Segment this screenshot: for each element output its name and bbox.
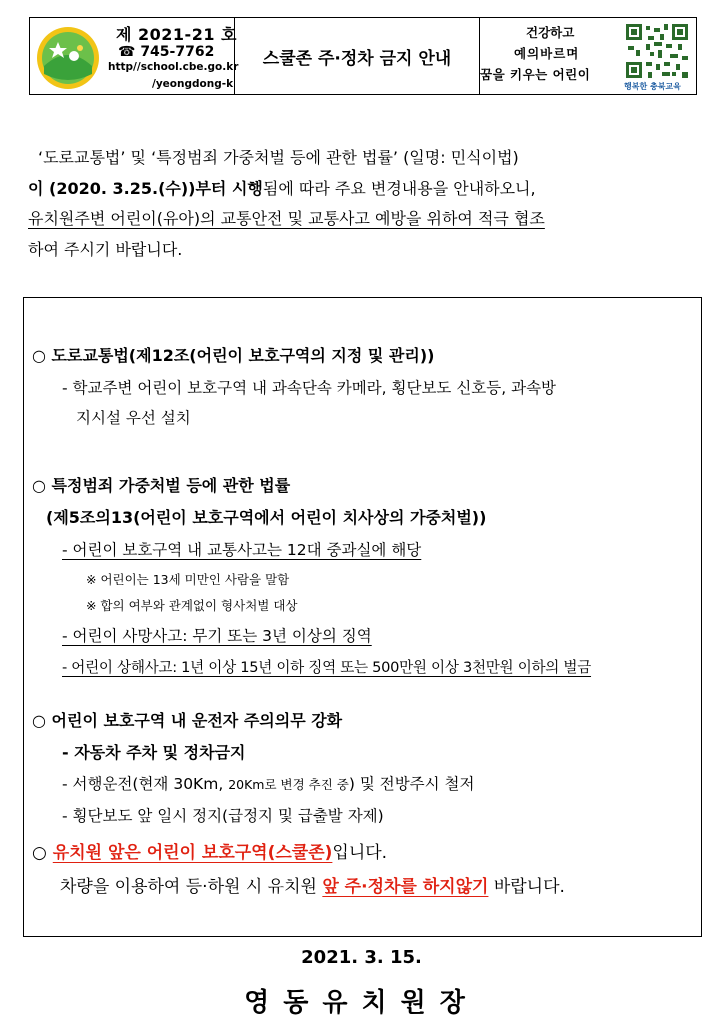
- intro-line-3: 유치원주변 어린이(유아)의 교통안전 및 교통사고 예방을 위하여 적극 협조: [28, 209, 545, 228]
- phone-number: ☎ 745-7762: [118, 44, 215, 60]
- section-3-item-1-a: - 서행운전(현재 30Km,: [62, 775, 229, 793]
- section-3-item-2: - 횡단보도 앞 일시 정지(급정지 및 급출발 자제): [62, 807, 384, 825]
- letterhead: [29, 17, 697, 95]
- section-4-request: 앞 주·정차를 하지않기: [322, 877, 489, 897]
- section-2-subtitle: (제5조의13(어린이 보호구역에서 어린이 치사상의 가중처벌)): [46, 508, 487, 527]
- section-2-title: ○ 특정범죄 가중처벌 등에 관한 법률: [32, 476, 291, 495]
- intro-line-4: 하여 주시기 바랍니다.: [28, 239, 183, 259]
- school-url-path[interactable]: /yeongdong-k: [152, 78, 234, 90]
- section-4-bullet: ○: [32, 843, 47, 863]
- section-4-line-1-rest: 입니다.: [332, 843, 388, 863]
- school-logo-icon: [36, 26, 100, 90]
- section-3-title: ○ 어린이 보호구역 내 운전자 주의의무 강화: [32, 711, 343, 730]
- section-2-note-2: ※ 합의 여부와 관계없이 형사처벌 대상: [86, 598, 298, 613]
- school-motto: [480, 18, 620, 94]
- motto-line-1: 건강하고: [526, 25, 575, 40]
- section-3-item-1-b: 20Km로 변경 추진 중: [228, 777, 349, 792]
- section-3-subtitle: - 자동차 주차 및 정차금지: [62, 743, 246, 762]
- intro-line-1: ‘도로교통법’ 및 ‘특정범죄 가중처벌 등에 관한 법률’ (일명: 민식이법): [38, 148, 519, 167]
- section-4-warning: 유치원 앞은 어린이 보호구역(스쿨존): [52, 843, 333, 863]
- intro-line-2-rest: 됨에 따라 주요 변경내용을 안내하오니,: [262, 178, 536, 198]
- motto-line-3: 꿈을 키우는 어린이: [480, 67, 591, 82]
- issue-date: 2021. 3. 15.: [301, 947, 422, 968]
- section-3-item-1-c: ) 및 전방주시 철저: [348, 775, 475, 793]
- signature: 영동유치원장: [244, 988, 479, 1018]
- intro-effective-date: 이 (2020. 3.25.(수))부터 시행: [28, 178, 263, 198]
- school-info: [30, 18, 239, 94]
- section-1-title: ○ 도로교통법(제12조(어린이 보호구역의 지정 및 관리)): [32, 346, 435, 365]
- section-1-item: - 학교주변 어린이 보호구역 내 과속단속 카메라, 횡단보도 신호등, 과속방: [62, 379, 557, 397]
- issue-number: 제 2021-21 호: [116, 25, 237, 44]
- page-title: 스쿨존 주·정차 금지 안내: [235, 18, 480, 94]
- qr-caption: 행복한 충북교육: [624, 82, 681, 91]
- section-2-item-3: - 어린이 상해사고: 1년 이상 15년 이하 징역 또는 500만원 이상 3천만원 이하의 벌금: [62, 659, 592, 676]
- qr-code-icon[interactable]: [624, 22, 690, 80]
- section-2-item-2: - 어린이 사망사고: 무기 또는 3년 이상의 징역: [62, 627, 372, 645]
- motto-line-2: 예의바르며: [514, 46, 580, 61]
- section-4-line-2: [60, 872, 565, 897]
- section-1-item-cont: 지시설 우선 설치: [76, 409, 191, 427]
- section-4-line-2-a: 차량을 이용하여 등·하원 시 유치원: [60, 877, 323, 897]
- section-2-item-1: - 어린이 보호구역 내 교통사고는 12대 중과실에 해당: [62, 541, 422, 559]
- intro-paragraph: [28, 143, 698, 265]
- section-3-item-1: [62, 772, 474, 794]
- school-url[interactable]: http//school.cbe.go.kr: [108, 61, 239, 73]
- content-box: [23, 297, 702, 937]
- section-4-line-2-c: 바랍니다.: [488, 877, 565, 897]
- qr-block: [620, 18, 696, 94]
- section-2-note-1: ※ 어린이는 13세 미만인 사람을 말함: [86, 572, 290, 587]
- section-4-line-1: [32, 838, 387, 863]
- intro-line-2: [28, 174, 698, 205]
